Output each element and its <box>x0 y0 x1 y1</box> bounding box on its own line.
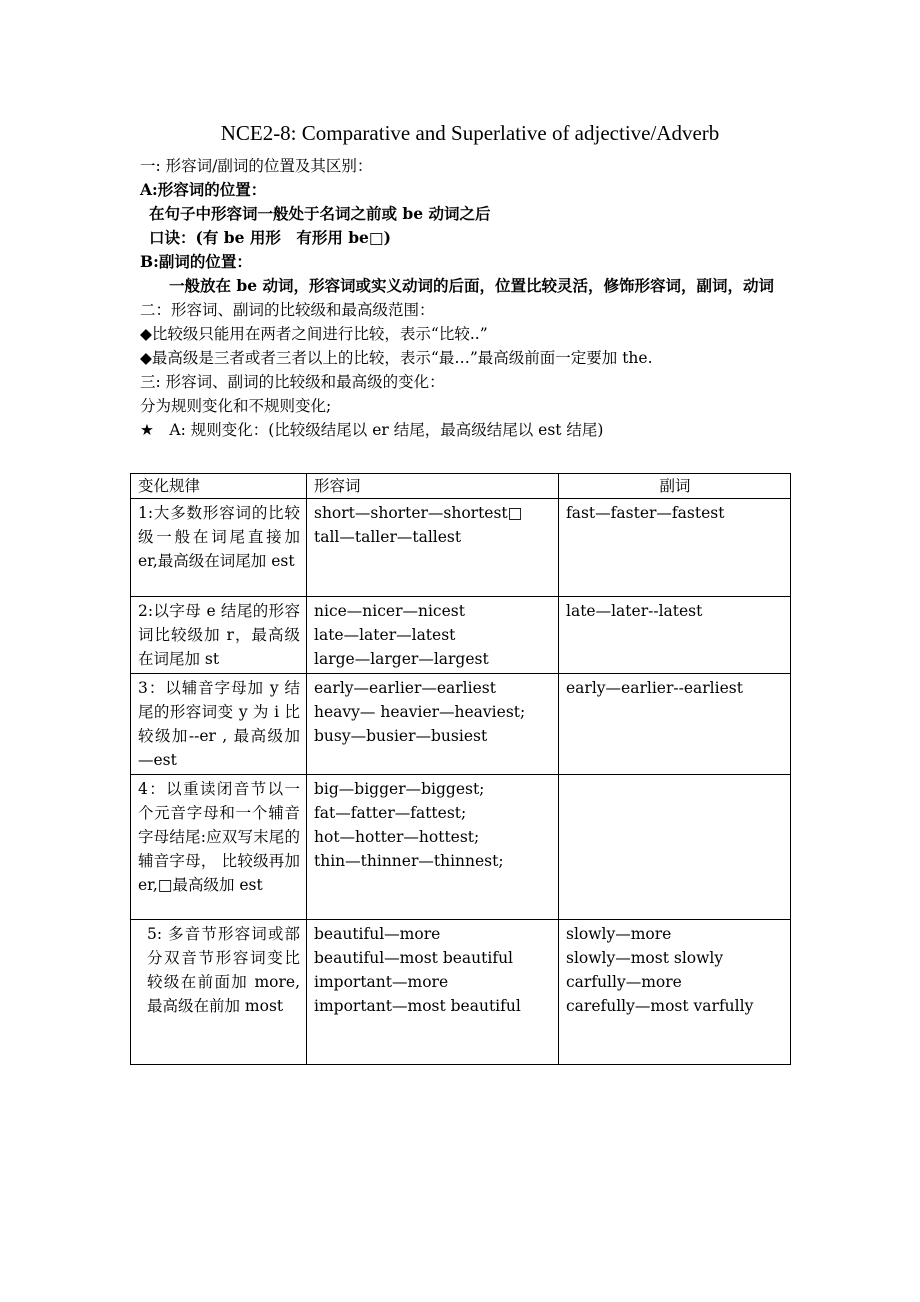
adjective-example: big—bigger—biggest; <box>314 780 485 798</box>
adverb-example: fast—faster—fastest <box>566 504 725 522</box>
document-title: NCE2-8: Comparative and Superlative of adjective/Adverb <box>220 121 720 145</box>
table-row <box>131 920 791 1065</box>
comparative-bullet: ◆比较级只能用在两者之间进行比较，表示“比较..” <box>140 325 488 343</box>
adjective-position-text: 在句子中形容词一般处于名词之前或 be 动词之后 <box>149 204 491 223</box>
adverb-cell <box>559 597 791 674</box>
adjective-example: early—earlier—earliest <box>314 679 496 697</box>
adverb-example: carfully—more <box>566 973 682 991</box>
adverb-example: early—earlier--earliest <box>566 679 743 697</box>
adjective-position-heading: A:形容词的位置： <box>140 180 267 199</box>
regular-change-heading: ★ A: 规则变化：(比较级结尾以 er 结尾，最高级结尾以 est 结尾) <box>140 421 604 439</box>
adverb-cell <box>559 920 791 1065</box>
header-adjective: 形容词 <box>307 474 559 499</box>
document-page <box>140 120 800 442</box>
adverb-cell <box>559 499 791 597</box>
comparison-table <box>130 473 791 1065</box>
section-two-heading: 二：形容词、副词的比较级和最高级范围： <box>140 301 435 319</box>
superlative-bullet: ◆最高级是三者或者三者以上的比较，表示“最…”最高级前面一定要加 the. <box>140 349 653 367</box>
table-row <box>131 775 791 920</box>
adjective-cell <box>307 674 559 775</box>
rule-cell: 1:大多数形容词的比较级一般在词尾直接加 er,最高级在词尾加 est <box>131 499 307 597</box>
rule-cell: 5: 多音节形容词或部分双音节形容词变比较级在前面加 more, 最高级在前加 most <box>131 920 307 1065</box>
adjective-cell <box>307 920 559 1065</box>
header-adverb: 副词 <box>559 474 791 499</box>
adjective-example: important—most beautiful <box>314 997 521 1015</box>
adjective-example: nice—nicer—nicest <box>314 602 465 620</box>
adjective-example: short—shorter—shortest□ <box>314 504 523 522</box>
adjective-example: heavy— heavier—heaviest; <box>314 703 526 721</box>
rule-cell: 3：以辅音字母加 y 结尾的形容词变 y 为 i 比较级加--er , 最高级加—est <box>131 674 307 775</box>
adverb-example: slowly—more <box>566 925 672 943</box>
adjective-example: important—more <box>314 973 449 991</box>
table-header-row <box>131 474 791 499</box>
section-three-heading: 三: 形容词、副词的比较级和最高级的变化： <box>140 373 445 391</box>
adverb-cell <box>559 674 791 775</box>
section-one-heading: 一: 形容词/副词的位置及其区别： <box>140 157 373 175</box>
adjective-cell <box>307 775 559 920</box>
adjective-cell <box>307 499 559 597</box>
adverb-example: slowly—most slowly <box>566 949 724 967</box>
adjective-example: beautiful—more <box>314 925 441 943</box>
adjective-cell <box>307 597 559 674</box>
adjective-example: beautiful—most beautiful <box>314 949 514 967</box>
adjective-example: tall—taller—tallest <box>314 528 462 546</box>
adverb-example: late—later--latest <box>566 602 703 620</box>
adverb-position-text: 一般放在 be 动词，形容词或实义动词的后面，位置比较灵活，修饰形容词，副词，动词 <box>169 276 774 295</box>
rule-cell: 4：以重读闭音节以一个元音字母和一个辅音字母结尾:应双写末尾的辅音字母， 比较级再加 er,□最高级加 est <box>131 775 307 920</box>
adjective-example: busy—busier—busiest <box>314 727 488 745</box>
header-rule: 变化规律 <box>131 474 307 499</box>
adjective-example: fat—fatter—fattest; <box>314 804 467 822</box>
change-types-text: 分为规则变化和不规则变化; <box>140 397 332 415</box>
table-row <box>131 674 791 775</box>
table-row <box>131 499 791 597</box>
rule-cell: 2:以字母 e 结尾的形容词比较级加 r，最高级在词尾加 st <box>131 597 307 674</box>
adjective-example: hot—hotter—hottest; <box>314 828 480 846</box>
adjective-example: late—later—latest <box>314 626 456 644</box>
adverb-position-heading: B:副词的位置： <box>140 252 252 271</box>
adverb-cell <box>559 775 791 920</box>
adjective-example: thin—thinner—thinnest; <box>314 852 504 870</box>
table-row <box>131 597 791 674</box>
adverb-example: carefully—most varfully <box>566 997 754 1015</box>
adjective-example: large—larger—largest <box>314 650 489 668</box>
mnemonic-text: 口诀：(有 be 用形 有形用 be□) <box>149 228 391 247</box>
